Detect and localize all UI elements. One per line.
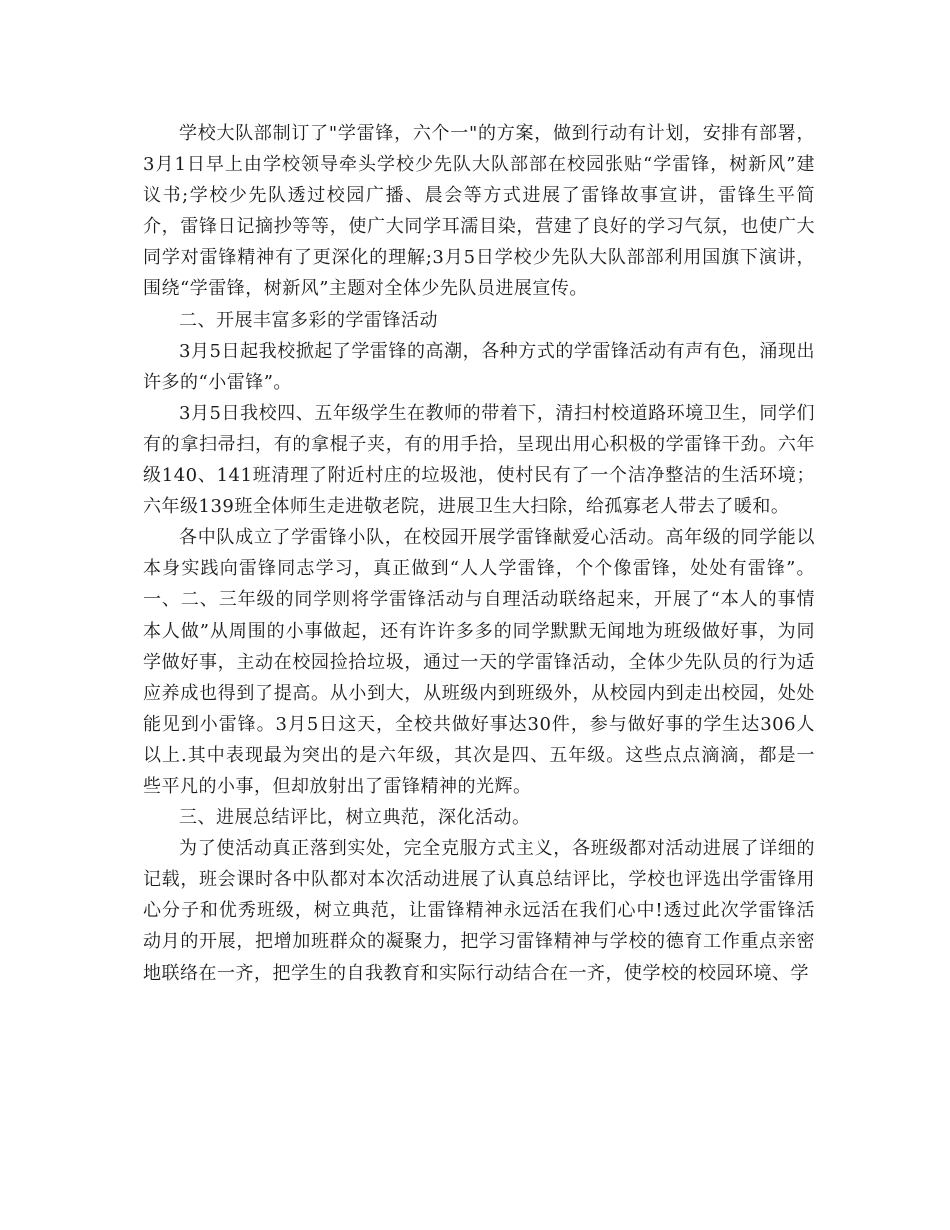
paragraph-upsurge: 3月5日起我校掀起了学雷锋的高潮，各种方式的学雷锋活动有声有色，涌现出许多的“小雷锋”。: [143, 340, 815, 393]
paragraph-squads: 各中队成立了学雷锋小队，在校园开展学雷锋献爱心活动。高年级的同学能以本身实践向雷锋同志学习，真正做到“人人学雷锋，个个像雷锋，处处有雷锋”。一、二、三年级的同学则将学雷锋活动与自理活动联络起来，开展了“本人的事情本人做”从周围的小事做起，还有许许多多的同学默默无闻地为班级做好事，为同学做好事，主动在校园捡拾垃圾，通过一天的学雷锋活动，全体少先队员的行为适应养成也得到了提高。从小到大，从班级内到班级外，从校园内到走出校园，处处能见到小雷锋。3月5日这天，全校共做好事达30件，参与做好事的学生达306人以上.其中表现最为突出的是六年级，其次是四、五年级。这些点点滴滴，都是一些平凡的小事，但却放射出了雷锋精神的光辉。: [143, 527, 815, 797]
section-heading-2: 二、开展丰富多彩的学雷锋活动: [179, 309, 438, 331]
paragraph-cleanup: 3月5日我校四、五年级学生在教师的带着下，清扫村校道路环境卫生，同学们有的拿扫帚扫，有的拿棍子夹，有的用手拾，呈现出用心积极的学雷锋干劲。六年级140、141班清理了附近村庄的垃圾池，使村民有了一个洁净整洁的生活环境；六年级139班全体师生走进敬老院，进展卫生大扫除，给孤寡老人带去了暖和。: [143, 402, 815, 518]
section-heading-3: 三、进展总结评比，树立典范，深化活动。: [179, 807, 531, 829]
paragraph-plan: 学校大队部制订了"学雷锋，六个一"的方案，做到行动有计划，安排有部署，3月1日早上由学校领导牵头学校少先队大队部部在校园张贴“学雷锋，树新风”建议书;学校少先队透过校园广播、晨会等方式进展了雷锋故事宣讲，雷锋生平简介，雷锋日记摘抄等等，使广大同学耳濡目染，营建了良好的学习气氛，也使广大同学对雷锋精神有了更深化的理解;3月5日学校少先队大队部部利用国旗下演讲，围绕“学雷锋，树新风”主题对全体少先队员进展宣传。: [143, 123, 815, 300]
document-body: [143, 118, 815, 989]
paragraph-summary: 为了使活动真正落到实处，完全克服方式主义，各班级都对活动进展了详细的记载，班会课时各中队都对本次活动进展了认真总结评比，学校也评选出学雷锋用心分子和优秀班级，树立典范，让雷锋精神永远活在我们心中!透过此次学雷锋活动月的开展，把增加班群众的凝聚力，把学习雷锋精神与学校的德育工作重点亲密地联络在一齐，把学生的自我教育和实际行动结合在一齐，使学校的校园环境、学: [143, 838, 815, 984]
